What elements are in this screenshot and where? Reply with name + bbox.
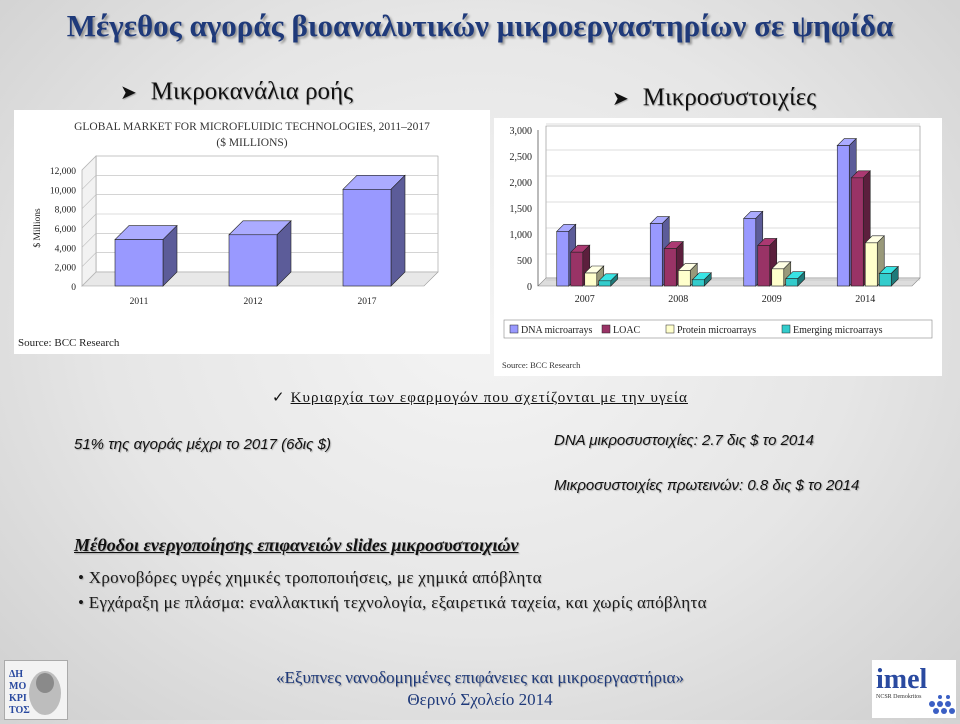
microfluidic-chart-panel (14, 110, 490, 354)
microarray-chart-panel (494, 118, 942, 376)
y-tick-label: 10,000 (49, 186, 76, 197)
y-tick-label: 2,000 (509, 178, 532, 189)
health-dominance-line (0, 388, 960, 407)
y-tick-label: 4,000 (54, 244, 76, 255)
legend-label: Protein microarrays (677, 325, 757, 336)
bar (343, 175, 405, 286)
y-tick-label: 1,000 (509, 230, 532, 241)
chart-source: Source: BCC Research (18, 337, 120, 349)
microfluidic-market-chart (14, 110, 490, 354)
svg-text:ΜΟ: ΜΟ (9, 681, 27, 692)
svg-text:imel: imel (876, 664, 928, 695)
chart-title: GLOBAL MARKET FOR MICROFLUIDIC TECHNOLOGIES, 2011–2017 (74, 121, 430, 133)
svg-text:NCSR Demokritos: NCSR Demokritos (876, 694, 922, 700)
health-dominance-text: Κυριαρχία των εφαρμογών που σχετίζονται με την υγεία (290, 390, 688, 406)
y-tick-label: 6,000 (54, 225, 76, 235)
x-tick-label: 2011 (129, 297, 149, 307)
footer-school-year: Θερινό Σχολείο 2014 (407, 690, 553, 709)
legend-swatch (782, 325, 790, 333)
x-tick-label: 2017 (357, 297, 377, 307)
method-item-plasma-etching: • Εγχάραξη με πλάσμα: εναλλακτική τεχνολογία, εξαιρετικά ταχεία, και χωρίς απόβλητα (78, 593, 707, 612)
legend-label: Emerging microarrays (793, 325, 883, 336)
right-heading (612, 84, 816, 112)
x-tick-label: 2007 (574, 294, 595, 305)
legend-swatch (666, 325, 674, 333)
bar (229, 221, 291, 286)
chart-subtitle: ($ MILLIONS) (216, 137, 288, 149)
bar (115, 226, 177, 286)
legend-label: LOAC (613, 325, 641, 336)
y-tick-label: 0 (527, 282, 532, 293)
arrow-bullet-icon: ➤ (120, 81, 137, 104)
legend-label: DNA microarrays (521, 325, 593, 336)
arrow-bullet-icon: ➤ (612, 87, 629, 110)
y-tick-label: 500 (517, 256, 532, 267)
svg-text:ΔΗ: ΔΗ (9, 669, 24, 680)
note-protein-microarrays: Μικροσυστοιχίες πρωτεινών: 0.8 δις $ το 2014 (554, 477, 860, 494)
methods-title: Μέθοδοι ενεργοποίησης επιφανειών slides μικροσυστοιχιών (74, 535, 519, 555)
microarray-market-chart (494, 118, 942, 376)
x-tick-label: 2009 (761, 294, 782, 305)
chart-source: Source: BCC Research (502, 360, 581, 370)
y-tick-label: 12,000 (49, 167, 76, 177)
x-tick-label: 2008 (668, 294, 689, 305)
method-item-wet-chemistry: • Χρονοβόρες υγρές χημικές τροποποιήσεις, με χημικά απόβλητα (78, 568, 542, 587)
note-dna-microarrays: DNA μικροσυστοιχίες: 2.7 δις $ το 2014 (554, 432, 814, 449)
note-microfluidic-share: 51% της αγοράς μέχρι το 2017 (6δις $) (74, 436, 331, 453)
y-tick-label: 2,000 (54, 263, 76, 274)
legend-swatch (602, 325, 610, 333)
left-heading (120, 78, 353, 106)
x-tick-label: 2014 (855, 294, 876, 305)
y-tick-label: 2,500 (509, 152, 532, 163)
y-tick-label: 1,500 (509, 204, 532, 215)
imel-logo (872, 660, 956, 718)
check-icon: ✓ (272, 390, 286, 406)
y-tick-label: 3,000 (509, 126, 532, 137)
legend-swatch (510, 325, 518, 333)
y-tick-label: 0 (71, 283, 76, 293)
chart-legend (504, 320, 932, 338)
page-title: Μέγεθος αγοράς βιοαναλυτικών μικροεργαστηρίων σε ψηφίδα (66, 8, 894, 43)
x-tick-label: 2012 (243, 297, 263, 307)
svg-text:ΤΟΣ: ΤΟΣ (9, 705, 30, 716)
y-tick-label: 8,000 (54, 205, 76, 216)
left-heading-label: Μικροκανάλια ροής (150, 78, 354, 105)
y-axis-label: $ Millions (33, 208, 43, 248)
footer-school-title: «Εξυπνες νανοδομημένες επιφάνειες και μικροεργαστήρια» (276, 668, 684, 687)
right-heading-label: Μικροσυστοιχίες (642, 84, 817, 111)
svg-text:ΚΡΙ: ΚΡΙ (9, 693, 27, 704)
